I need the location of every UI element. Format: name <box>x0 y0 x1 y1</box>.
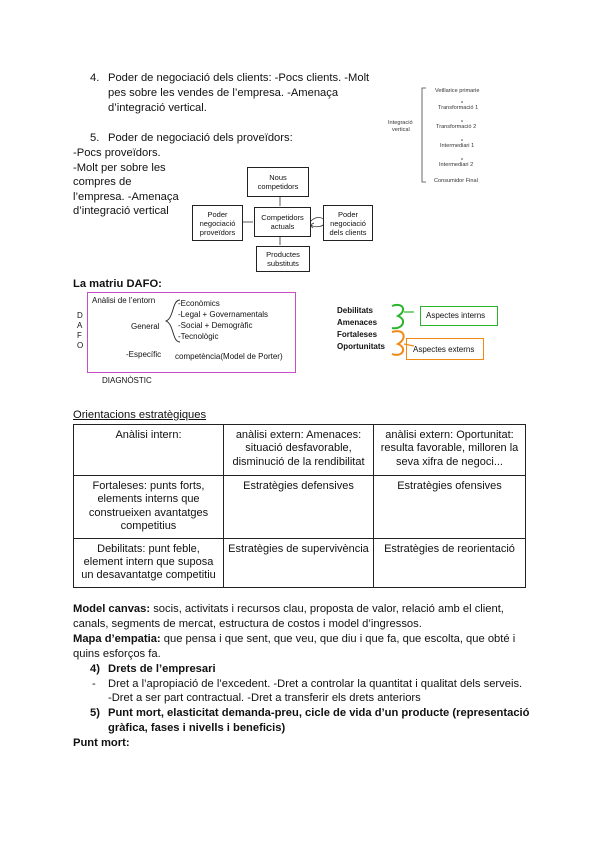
item5-line: -Pocs proveïdors. <box>73 147 161 159</box>
table-cell: anàlisi extern: Amenaces: situació desfavorable, disminució de la rendibilitat <box>224 425 374 476</box>
dafo-word: Amenaces <box>337 318 378 327</box>
chain-step: Transformació 1 <box>438 105 479 111</box>
canvas-label: Model canvas: <box>73 603 151 615</box>
empathy-line <box>73 632 515 646</box>
empathy-label: Mapa d’empatia: <box>73 633 161 645</box>
item4-line: pes sobre les vendes de l’empresa. -Amenaça <box>108 87 339 99</box>
porter-bottom: Productes substituts <box>256 246 310 272</box>
dafo-word: Fortaleses <box>337 330 378 339</box>
bracket-icon <box>380 80 510 190</box>
porter-right: Poder negociació dels clients <box>323 205 373 241</box>
external-label: Aspectes externs <box>413 345 475 354</box>
chain-label: Integració <box>388 120 413 126</box>
table-cell: Estratègies ofensives <box>374 476 526 539</box>
value-chain-diagram <box>380 80 510 190</box>
section5-text: Punt mort, elasticitat demanda-preu, cicle de vida d’un producte (representació <box>108 707 530 719</box>
internal-label: Aspectes interns <box>426 311 486 320</box>
item5-line: l’empresa. -Amenaça <box>73 191 179 203</box>
section4-title: Drets de l’empresari <box>108 663 216 675</box>
table-cell: Estratègies de reorientació <box>374 538 526 587</box>
internal-box <box>420 306 498 326</box>
table-cell: anàlisi extern: Oportunitat: resulta favorable, milloren la seva xifra de negoci... <box>374 425 526 476</box>
section4-bullet: - <box>92 678 96 690</box>
section4-number: 4) <box>90 663 100 675</box>
item4-line: Poder de negociació dels clients: -Pocs clients. -Molt <box>108 72 370 84</box>
external-box <box>406 338 484 360</box>
item5-number: 5. <box>90 132 100 144</box>
strategies-heading: Orientacions estratègiques <box>73 409 207 421</box>
section4-text: -Dret a ser part contractual. -Dret a transferir els drets anteriors <box>108 692 421 704</box>
table-cell: Anàlisi intern: <box>74 425 224 476</box>
canvas-text: canals, segments de mercat, estructura de costos i model d’ingressos. <box>73 618 422 630</box>
chain-label: vertical <box>392 127 410 133</box>
empathy-text: que pensa i que sent, que veu, que diu i que fa, que escolta, que obté i <box>160 633 516 645</box>
chain-step: Consumidor Final <box>434 178 478 184</box>
dafo-specific-detail: competència(Model de Porter) <box>175 352 283 361</box>
porter-left: Poder negociació proveïdors <box>192 205 243 241</box>
section4-text: Dret a l’apropiació de l’excedent. -Dret a controlar la quantitat i qualitat dels serveis. <box>108 678 523 690</box>
porter-top: Nous competidors <box>247 167 309 197</box>
chain-step: Transformació 2 <box>436 124 477 130</box>
item4-line: d’integració vertical. <box>108 102 207 114</box>
empathy-text: quins esforços fa. <box>73 648 161 660</box>
porter-diagram <box>190 165 370 275</box>
chain-step: Intermediari 1 <box>440 143 475 149</box>
table-cell: Debilitats: punt feble, element intern que suposa un desavantatge competitiu <box>74 538 224 587</box>
item5-line: compres de <box>73 176 132 188</box>
dafo-letter: D <box>77 311 83 320</box>
dafo-specific: -Específic <box>126 350 162 359</box>
chain-step: Intermediari 2 <box>439 162 474 168</box>
item5-line: d’integració vertical <box>73 205 169 217</box>
table-row <box>74 425 526 476</box>
dafo-heading: La matriu DAFO: <box>73 278 162 290</box>
punt-mort-heading: Punt mort: <box>73 737 130 749</box>
table-cell: Estratègies defensives <box>224 476 374 539</box>
table-cell: Estratègies de supervivència <box>224 538 374 587</box>
table-row <box>74 476 526 539</box>
section5-number: 5) <box>90 707 100 719</box>
dafo-general: General <box>131 322 160 331</box>
dafo-general-item: -Legal + Governamentals <box>178 310 269 319</box>
chain-step: Vetllarice primarie <box>435 88 480 94</box>
section5-text: gràfica, fases i nivells i beneficis) <box>108 722 286 734</box>
dafo-word: Debilitats <box>337 306 374 315</box>
canvas-line <box>73 602 504 616</box>
dafo-diagnostic: DIAGNÒSTIC <box>102 376 152 385</box>
dafo-letter: A <box>77 321 83 330</box>
canvas-text: socis, activitats i recursos clau, proposta de valor, relació amb el client, <box>150 603 504 615</box>
table-cell: Fortaleses: punts forts, elements interns que construeixen avantatges competitius <box>74 476 224 539</box>
dafo-general-item: -Tecnològic <box>178 332 219 341</box>
porter-center: Competidors actuals <box>254 207 311 237</box>
item5-title: Poder de negociació dels proveïdors: <box>108 132 293 144</box>
strategies-table <box>73 424 526 588</box>
dafo-general-item: -Econòmics <box>178 299 220 308</box>
dafo-letter: F <box>77 331 82 340</box>
item4-number: 4. <box>90 72 100 84</box>
dafo-letter: O <box>77 341 84 350</box>
dafo-general-item: -Social + Demogràfic <box>178 321 253 330</box>
dafo-word: Oportunitats <box>337 342 385 351</box>
dafo-analysis-title: Anàlisi de l’entorn <box>92 296 156 305</box>
table-row <box>74 538 526 587</box>
item5-line: -Molt per sobre les <box>73 162 166 174</box>
